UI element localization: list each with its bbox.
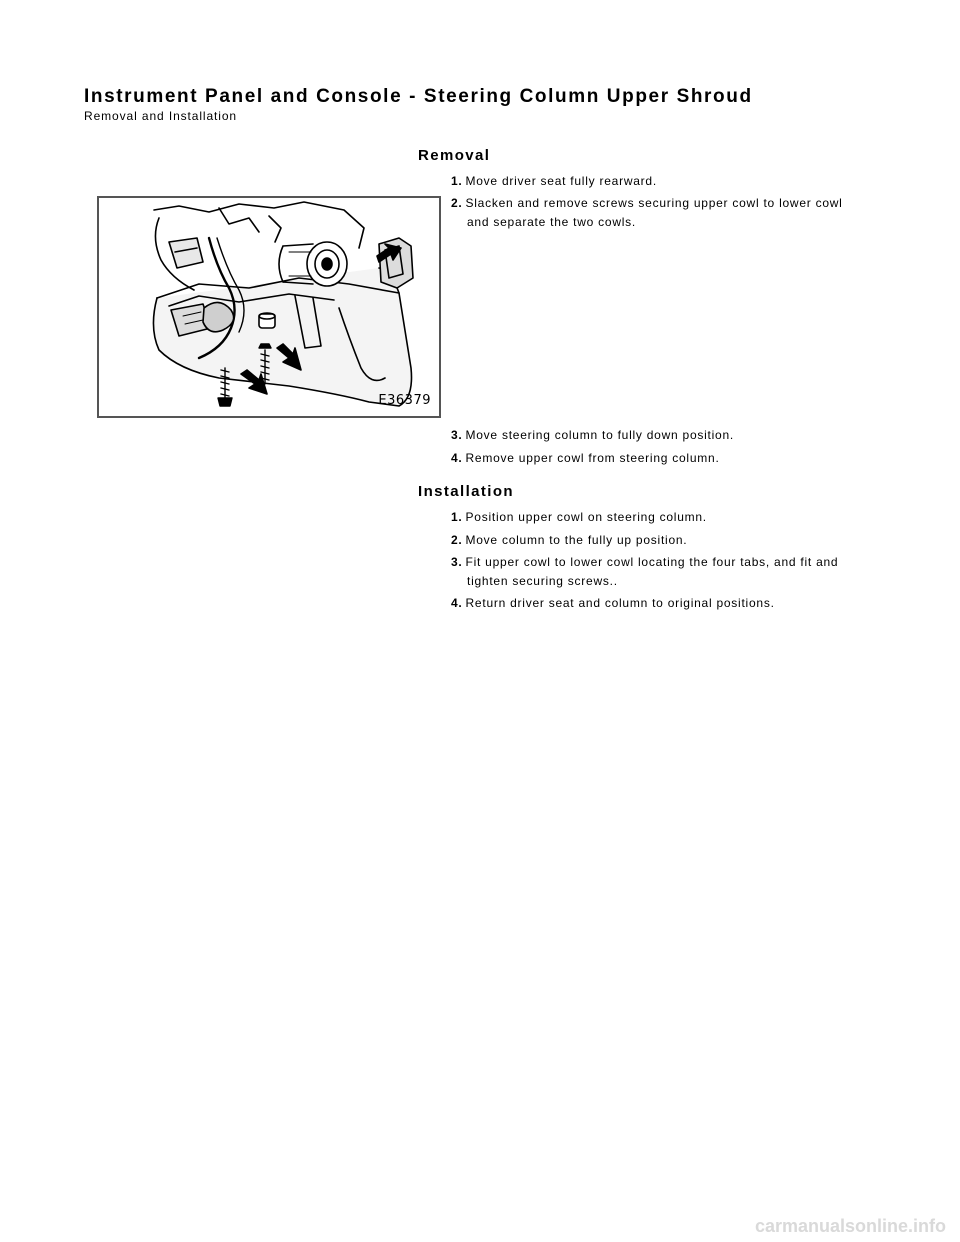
step-number: 2.	[451, 196, 463, 210]
figure-label: E36379	[378, 393, 431, 408]
removal-heading: Removal	[418, 147, 491, 164]
step-number: 3.	[451, 428, 463, 442]
installation-step-4	[451, 594, 881, 613]
step-text: Move driver seat fully rearward.	[465, 174, 657, 188]
step-number: 2.	[451, 533, 463, 547]
removal-step-3	[451, 426, 881, 445]
step-number: 4.	[451, 596, 463, 610]
step-text: Move column to the fully up position.	[465, 533, 688, 547]
step-number: 1.	[451, 510, 463, 524]
steering-column-shroud-illustration	[99, 198, 439, 416]
step-number: 4.	[451, 451, 463, 465]
step-text: Fit upper cowl to lower cowl locating the four tabs, and fit and	[465, 555, 839, 569]
page-subtitle: Removal and Installation	[84, 109, 238, 123]
step-text: Remove upper cowl from steering column.	[465, 451, 720, 465]
removal-step-2	[451, 194, 881, 232]
watermark-link[interactable]: carmanualsonline.info	[754, 1216, 946, 1236]
shroud-figure	[97, 196, 441, 418]
step-text: Move steering column to fully down position.	[465, 428, 734, 442]
installation-step-1	[451, 508, 881, 527]
installation-heading: Installation	[418, 483, 514, 500]
step-number: 3.	[451, 555, 463, 569]
installation-step-3	[451, 553, 881, 591]
removal-step-1	[451, 172, 881, 191]
step-text-continued: tighten securing screws..	[467, 574, 618, 588]
step-text: Return driver seat and column to original positions.	[465, 596, 775, 610]
step-number: 1.	[451, 174, 463, 188]
step-text: Position upper cowl on steering column.	[465, 510, 707, 524]
installation-step-2	[451, 531, 881, 550]
removal-step-4	[451, 449, 881, 468]
step-text: Slacken and remove screws securing upper cowl to lower cowl	[465, 196, 843, 210]
step-text-continued: and separate the two cowls.	[467, 215, 637, 229]
page-title: Instrument Panel and Console - Steering Column Upper Shroud	[84, 86, 753, 107]
